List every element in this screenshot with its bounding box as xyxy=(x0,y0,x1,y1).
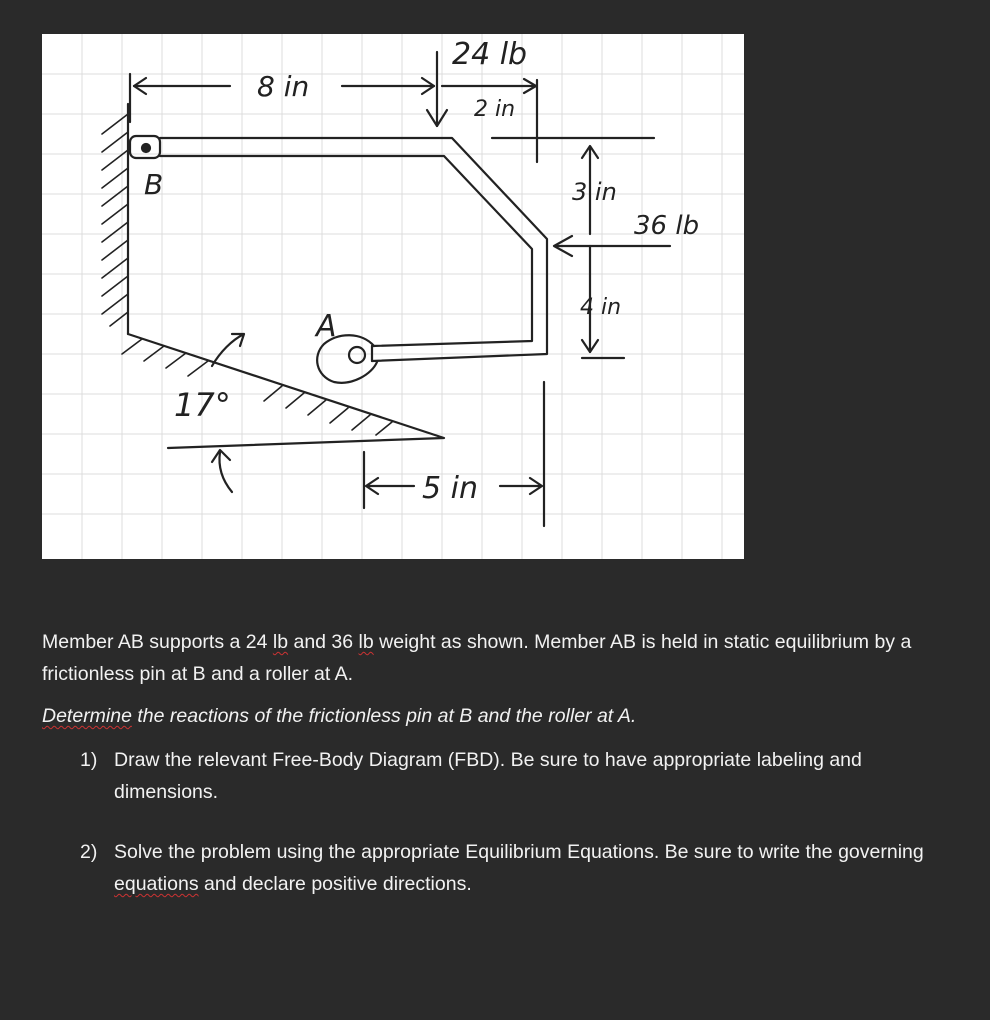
list-item xyxy=(80,744,962,808)
dim-5in-arrow-right xyxy=(500,478,542,494)
label-a: A xyxy=(316,309,337,344)
unit-lb-2: lb xyxy=(358,631,374,653)
steps-list xyxy=(42,744,962,900)
pin-b xyxy=(142,144,150,152)
unit-lb-1: lb xyxy=(272,631,289,653)
label-2in: 2 in xyxy=(474,97,516,122)
task-statement xyxy=(42,700,962,732)
problem-statement xyxy=(42,626,962,900)
roller-a-pin xyxy=(349,347,365,363)
intro-text-3: weight as shown. Member AB is held in static equilibrium by a frictionless pin at B and a roller at A. xyxy=(42,631,912,685)
dim-5in-arrow-left xyxy=(366,478,414,494)
label-8in: 8 in xyxy=(257,70,310,103)
step-text: Draw the relevant Free-Body Diagram (FBD). Be sure to have appropriate labeling and dimensions. xyxy=(114,749,862,803)
label-17deg: 17° xyxy=(174,386,231,424)
step-text-equations: equations xyxy=(114,873,199,895)
wall-hatching xyxy=(102,114,128,326)
label-36lb: 36 lb xyxy=(634,211,700,241)
mechanics-diagram xyxy=(42,34,744,559)
intro-paragraph xyxy=(42,626,962,690)
angle-arrow-top xyxy=(212,334,244,366)
step-number: 2) xyxy=(80,841,98,863)
label-5in: 5 in xyxy=(422,471,478,506)
angle-arrow-bottom xyxy=(212,450,232,492)
grid-lines xyxy=(42,34,744,559)
task-text: the reactions of the frictionless pin at B and the roller at A. xyxy=(131,705,637,727)
list-item xyxy=(80,836,962,900)
label-3in: 3 in xyxy=(572,178,617,206)
member-ab-outer xyxy=(160,138,547,361)
step-text-part: and declare positive directions. xyxy=(198,873,472,895)
intro-text-1: Member AB supports a 24 xyxy=(42,631,273,653)
problem-figure xyxy=(42,34,744,559)
label-b: B xyxy=(144,168,164,201)
task-keyword: Determine xyxy=(42,705,132,727)
label-4in: 4 in xyxy=(580,295,622,320)
intro-text-2: and 36 xyxy=(288,631,359,653)
member-ab-inner xyxy=(160,156,532,346)
step-number: 1) xyxy=(80,749,98,771)
label-24lb: 24 lb xyxy=(452,37,528,72)
step-text-part: Solve the problem using the appropriate Equilibrium Equations. Be sure to write the governing xyxy=(114,841,924,863)
step-text xyxy=(114,836,962,900)
